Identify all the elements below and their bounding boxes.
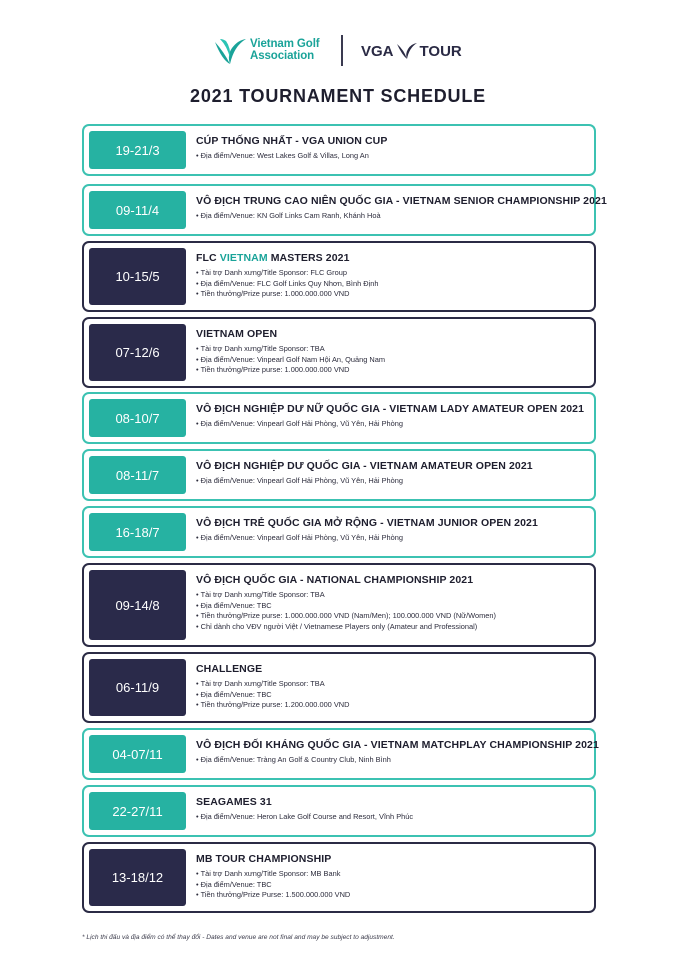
page-title: 2021 TOURNAMENT SCHEDULE (190, 86, 486, 106)
event-card (82, 184, 607, 236)
event-info (196, 252, 588, 300)
event-info (196, 328, 588, 376)
event-card (82, 124, 596, 176)
event-card (82, 392, 596, 444)
event-card (82, 842, 596, 913)
tour-logo-right: TOUR (419, 42, 462, 60)
event-detail-line: • Tiền thưởng/Prize Purse: 1.500.000.000 VND (196, 890, 588, 901)
event-title: CHALLENGE (196, 663, 263, 675)
event-detail-line: • Địa điểm/Venue: Vinpearl Golf Hải Phòng, Vũ Yên, Hải Phòng (196, 533, 588, 544)
event-details (196, 812, 588, 823)
event-title: VÔ ĐỊCH ĐỐI KHÁNG QUỐC GIA - VIETNAM MATCHPLAY CHAMPIONSHIP 2021 (196, 739, 599, 751)
tour-logo-left: VGA (361, 42, 394, 60)
event-card (82, 449, 596, 501)
event-date: 04-07/11 (89, 735, 186, 773)
event-detail-line: • Chỉ dành cho VĐV người Việt / Vietnamese Players only (Amateur and Professional) (196, 622, 588, 633)
association-line-2: Association (250, 50, 315, 62)
event-details (196, 151, 588, 162)
event-detail-line: • Địa điểm/Venue: KN Golf Links Cam Ranh, Khánh Hoà (196, 211, 588, 222)
event-title: MB TOUR CHAMPIONSHIP (196, 853, 332, 865)
association-line-1: Vietnam Golf (250, 38, 320, 50)
event-date: 13-18/12 (89, 849, 186, 906)
event-detail-line: • Tài trợ Danh xưng/Title Sponsor: TBA (196, 344, 588, 355)
event-detail-line: • Địa điểm/Venue: Vinpearl Golf Hải Phòng, Vũ Yên, Hải Phòng (196, 476, 588, 487)
event-date: 22-27/11 (89, 792, 186, 830)
event-date: 08-10/7 (89, 399, 186, 437)
event-title: VÔ ĐỊCH QUỐC GIA - NATIONAL CHAMPIONSHIP 2021 (196, 574, 474, 586)
header-divider (341, 35, 343, 66)
event-details (196, 755, 588, 766)
event-title: FLC VIETNAM MASTERS 2021 (196, 252, 350, 264)
event-card (82, 785, 596, 837)
event-detail-line: • Tài trợ Danh xưng/Title Sponsor: TBA (196, 679, 588, 690)
event-detail-line: • Địa điểm/Venue: West Lakes Golf & Villas, Long An (196, 151, 588, 162)
event-info (196, 403, 588, 430)
event-details (196, 679, 588, 711)
event-card (82, 563, 596, 647)
event-title: VÔ ĐỊCH NGHIỆP DƯ NỮ QUỐC GIA - VIETNAM LADY AMATEUR OPEN 2021 (196, 403, 585, 415)
event-info (196, 517, 588, 544)
event-detail-line: • Tài trợ Danh xưng/Title Sponsor: FLC Group (196, 268, 588, 279)
event-details (196, 419, 588, 430)
event-detail-line: • Tiền thưởng/Prize purse: 1.200.000.000 VND (196, 700, 588, 711)
event-title: VIETNAM OPEN (196, 328, 278, 340)
event-card (82, 317, 596, 388)
event-details (196, 476, 588, 487)
header (0, 34, 676, 68)
event-info (196, 853, 588, 901)
event-info (196, 739, 599, 766)
event-date: 07-12/6 (89, 324, 186, 381)
vga-leaf-logo-icon (212, 36, 248, 66)
event-date: 19-21/3 (89, 131, 186, 169)
event-date: 09-14/8 (89, 570, 186, 640)
event-detail-line: • Địa điểm/Venue: Tràng An Golf & Country Club, Ninh Bình (196, 755, 588, 766)
event-details (196, 590, 588, 632)
vga-tour-logo (361, 40, 462, 62)
event-details (196, 211, 588, 222)
footnote: * Lịch thi đấu và địa điểm có thể thay đổi - Dates and venue are not final and may be subject to adjustment. (82, 934, 395, 941)
event-details (196, 533, 588, 544)
event-detail-line: • Tiền thưởng/Prize purse: 1.000.000.000 VND (196, 365, 588, 376)
event-detail-line: • Địa điểm/Venue: FLC Golf Links Quy Nhơn, Bình Định (196, 279, 588, 290)
event-info (196, 195, 607, 222)
event-detail-line: • Địa điểm/Venue: Heron Lake Golf Course and Resort, Vĩnh Phúc (196, 812, 588, 823)
event-detail-line: • Địa điểm/Venue: TBC (196, 601, 588, 612)
event-detail-line: • Địa điểm/Venue: TBC (196, 690, 588, 701)
event-date: 16-18/7 (89, 513, 186, 551)
event-detail-line: • Địa điểm/Venue: Vinpearl Golf Nam Hội An, Quảng Nam (196, 355, 588, 366)
event-title: SEAGAMES 31 (196, 796, 272, 808)
event-date: 06-11/9 (89, 659, 186, 716)
event-detail-line: • Tiền thưởng/Prize purse: 1.000.000.000 VND (196, 289, 588, 300)
event-title: VÔ ĐỊCH NGHIỆP DƯ QUỐC GIA - VIETNAM AMATEUR OPEN 2021 (196, 460, 533, 472)
event-info (196, 796, 588, 823)
event-detail-line: • Địa điểm/Venue: TBC (196, 880, 588, 891)
event-detail-line: • Địa điểm/Venue: Vinpearl Golf Hải Phòng, Vũ Yên, Hải Phòng (196, 419, 588, 430)
event-details (196, 344, 588, 376)
event-card (82, 506, 596, 558)
association-name (250, 38, 320, 62)
event-title: VÔ ĐỊCH TRUNG CAO NIÊN QUỐC GIA - VIETNAM SENIOR CHAMPIONSHIP 2021 (196, 195, 607, 207)
event-card (82, 728, 599, 780)
event-title: CÚP THỐNG NHẤT - VGA UNION CUP (196, 135, 388, 147)
event-card (82, 652, 596, 723)
event-details (196, 268, 588, 300)
event-details (196, 869, 588, 901)
event-detail-line: • Tài trợ Danh xưng/Title Sponsor: MB Bank (196, 869, 588, 880)
event-info (196, 135, 588, 162)
event-detail-line: • Tiền thưởng/Prize purse: 1.000.000.000 VND (Nam/Men); 100.000.000 VND (Nữ/Women) (196, 611, 588, 622)
event-date: 09-11/4 (89, 191, 186, 229)
event-card (82, 241, 596, 312)
tour-leaf-icon (396, 42, 418, 60)
event-info (196, 574, 588, 632)
event-title-highlight: VIETNAM (219, 252, 268, 264)
event-info (196, 460, 588, 487)
event-date: 10-15/5 (89, 248, 186, 305)
event-detail-line: • Tài trợ Danh xưng/Title Sponsor: TBA (196, 590, 588, 601)
event-title: VÔ ĐỊCH TRẺ QUỐC GIA MỞ RỘNG - VIETNAM JUNIOR OPEN 2021 (196, 517, 538, 529)
event-date: 08-11/7 (89, 456, 186, 494)
event-info (196, 663, 588, 711)
